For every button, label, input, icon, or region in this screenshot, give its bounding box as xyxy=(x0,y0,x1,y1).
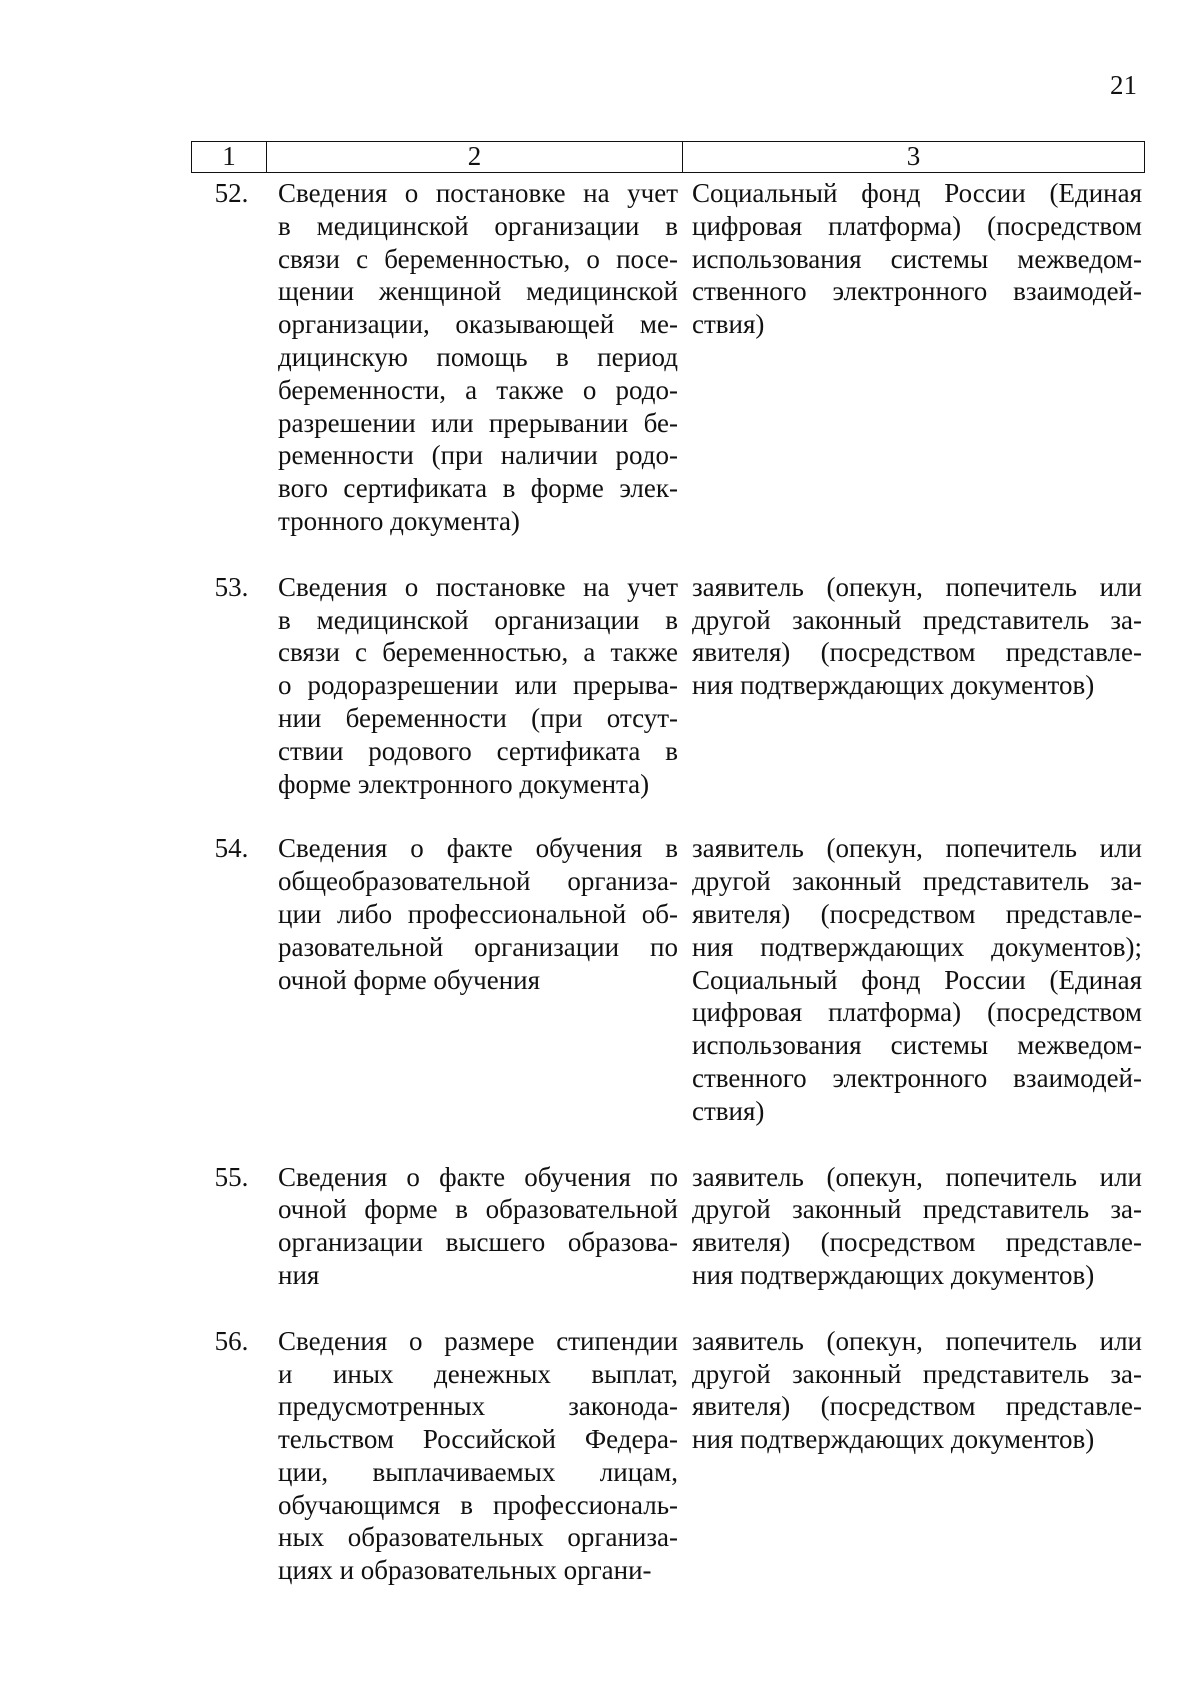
information-line: тельством Российской Федера- xyxy=(278,1424,678,1455)
row-information xyxy=(278,177,678,538)
row-information xyxy=(278,1325,678,1587)
information-line: щении женщиной медицинской xyxy=(278,276,678,307)
table-row xyxy=(191,1161,1145,1292)
information-line: ния xyxy=(278,1259,320,1290)
information-line: в медицинской организации в xyxy=(278,210,678,241)
row-spacer xyxy=(191,1292,1145,1325)
row-source xyxy=(692,571,1142,801)
information-line: ции либо профессиональной об- xyxy=(278,898,678,929)
information-line: очной форме обучения xyxy=(278,964,541,995)
table-row xyxy=(191,571,1145,801)
source-line: другой законный представитель за- xyxy=(692,866,1142,897)
information-line: форме электронного документа) xyxy=(278,768,650,799)
information-line: и иных денежных выплат, xyxy=(278,1358,678,1389)
information-line: в медицинской организации в xyxy=(278,604,678,635)
row-number: 56. xyxy=(214,1325,249,1356)
row-source xyxy=(692,1161,1142,1292)
header-col-1: 1 xyxy=(192,142,267,172)
information-line: предусмотренных законода- xyxy=(278,1391,678,1422)
information-line: ции, выплачиваемых лицам, xyxy=(278,1456,678,1487)
source-line: явителя) (посредством представле- xyxy=(692,1391,1142,1422)
source-line: ственного электронного взаимодей- xyxy=(692,276,1142,307)
row-source xyxy=(692,832,1142,1127)
source-line: другой законный представитель за- xyxy=(692,1194,1142,1225)
information-line: Сведения о постановке на учет xyxy=(278,178,678,208)
information-line: циях и образовательных органи- xyxy=(278,1555,652,1586)
row-number: 54. xyxy=(214,833,249,864)
row-spacer xyxy=(191,800,1145,832)
information-line: очной форме в образовательной xyxy=(278,1194,678,1225)
table-body xyxy=(191,177,1145,1587)
source-line: другой законный представитель за- xyxy=(692,1358,1142,1389)
row-number: 53. xyxy=(214,571,249,602)
source-line: использования системы межведом- xyxy=(692,1030,1142,1061)
source-line: ственного электронного взаимодей- xyxy=(692,1062,1142,1093)
source-line: использования системы межведом- xyxy=(692,243,1142,274)
row-information xyxy=(278,832,678,1127)
row-source xyxy=(692,1325,1142,1587)
source-line: заявитель (опекун, попечитель или xyxy=(692,833,1142,864)
information-line: связи с беременностью, а также xyxy=(278,637,678,668)
row-number: 52. xyxy=(214,178,249,208)
table-header xyxy=(191,141,1145,173)
information-line: Сведения о факте обучения в xyxy=(278,833,678,864)
source-line: ния подтверждающих документов) xyxy=(692,670,1095,701)
information-line: связи с беременностью, о посе- xyxy=(278,243,678,274)
row-information xyxy=(278,571,678,801)
information-line: организации, оказывающей ме- xyxy=(278,309,678,340)
source-line: ствия) xyxy=(692,1095,765,1126)
table-row xyxy=(191,832,1145,1127)
information-line: разовательной организации по xyxy=(278,931,678,962)
source-line: заявитель (опекун, попечитель или xyxy=(692,1161,1142,1192)
header-col-3: 3 xyxy=(906,141,921,171)
information-line: ных образовательных организа- xyxy=(278,1522,678,1553)
information-line: ременности (при наличии родо- xyxy=(278,440,678,471)
information-line: Сведения о факте обучения по xyxy=(278,1161,678,1192)
information-line: Сведения о постановке на учет xyxy=(278,571,678,602)
source-line: заявитель (опекун, попечитель или xyxy=(692,571,1142,602)
row-information xyxy=(278,1161,678,1292)
information-line: организации высшего образова- xyxy=(278,1227,678,1258)
row-spacer xyxy=(191,1128,1145,1161)
source-line: Социальный фонд России (Единая xyxy=(692,178,1142,208)
source-line: явителя) (посредством представле- xyxy=(692,1227,1142,1258)
information-line: вого сертификата в форме элек- xyxy=(278,473,678,504)
information-line: разрешении или прерывании бе- xyxy=(278,407,678,438)
source-line: явителя) (посредством представле- xyxy=(692,637,1142,668)
source-line: цифровая платформа) (посредством xyxy=(692,997,1142,1028)
source-line: Социальный фонд России (Единая xyxy=(692,964,1142,995)
header-col-2: 2 xyxy=(267,142,683,172)
information-line: обучающимся в профессиональ- xyxy=(278,1489,678,1520)
information-line: нии беременности (при отсут- xyxy=(278,702,678,733)
information-line: ствии родового сертификата в xyxy=(278,735,678,766)
source-line: ния подтверждающих документов); xyxy=(692,931,1142,962)
information-line: Сведения о размере стипендии xyxy=(278,1325,678,1356)
information-line: тронного документа) xyxy=(278,505,520,536)
source-line: ния подтверждающих документов) xyxy=(692,1424,1095,1455)
table-row xyxy=(191,1325,1145,1587)
source-line: ния подтверждающих документов) xyxy=(692,1259,1095,1290)
row-source xyxy=(692,177,1142,538)
row-spacer xyxy=(191,538,1145,571)
source-line: явителя) (посредством представле- xyxy=(692,898,1142,929)
source-line: заявитель (опекун, попечитель или xyxy=(692,1325,1142,1356)
information-line: о родоразрешении или прерыва- xyxy=(278,670,678,701)
information-line: дицинскую помощь в период xyxy=(278,341,678,372)
row-number: 55. xyxy=(214,1161,249,1192)
page-number: 21 xyxy=(1110,70,1137,100)
information-line: общеобразовательной организа- xyxy=(278,866,678,897)
source-line: другой законный представитель за- xyxy=(692,604,1142,635)
table-row xyxy=(191,177,1145,538)
source-line: ствия) xyxy=(692,309,765,340)
information-line: беременности, а также о родо- xyxy=(278,374,678,405)
source-line: цифровая платформа) (посредством xyxy=(692,210,1142,241)
